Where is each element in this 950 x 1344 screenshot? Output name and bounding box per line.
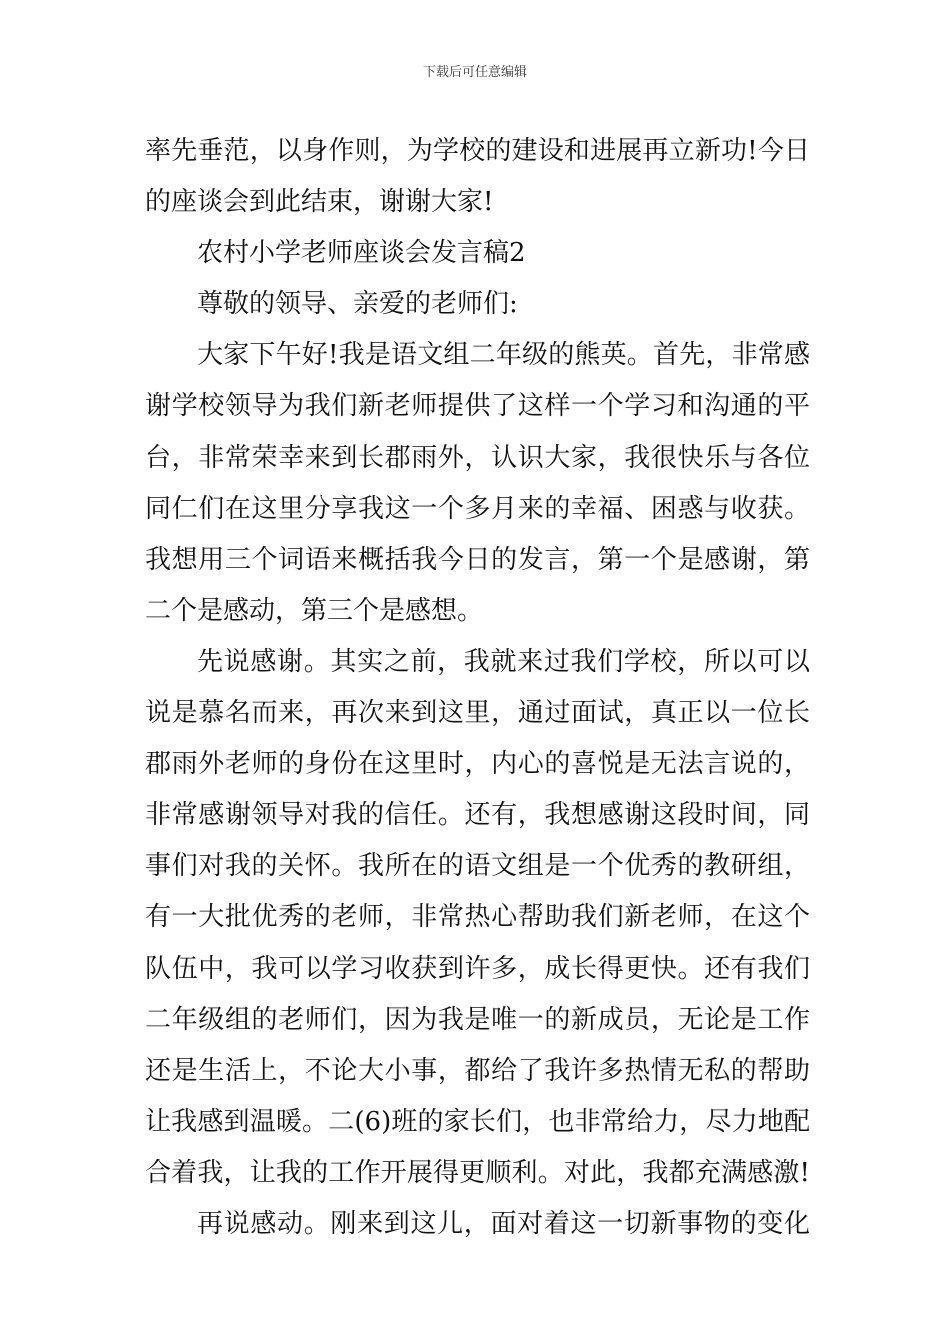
page-header: 下载后可任意编辑 [422, 65, 527, 80]
text-line: 事们对我的关怀。我所在的语文组是一个优秀的教研组， [145, 851, 810, 882]
text-line: 队伍中，我可以学习收获到许多，成长得更快。还有我们 [145, 953, 810, 984]
text-line: 的座谈会到此结束，谢谢大家! [145, 187, 494, 218]
text-line: 郡雨外老师的身份在这里时，内心的喜悦是无法言说的， [145, 749, 810, 780]
text-line: 二年级组的老师们，因为我是唯一的新成员，无论是工作 [145, 1004, 810, 1035]
text-line: 二个是感动，第三个是感想。 [145, 595, 484, 626]
text-line: 我想用三个词语来概括我今日的发言，第一个是感谢，第 [145, 544, 810, 575]
document-body [145, 126, 810, 1250]
text-line: 台，非常荣幸来到长郡雨外，认识大家，我很快乐与各位 [145, 442, 810, 473]
text-line: 合着我，让我的工作开展得更顺利。对此，我都充满感激! [145, 1157, 810, 1188]
text-line: 农村小学老师座谈会发言稿2 [197, 238, 526, 269]
text-line: 先说感谢。其实之前，我就来过我们学校，所以可以 [197, 646, 810, 677]
text-line: 非常感谢领导对我的信任。还有，我想感谢这段时间，同 [145, 800, 810, 831]
text-line: 同仁们在这里分享我这一个多月来的幸福、困惑与收获。 [145, 493, 810, 524]
text-line: 尊敬的领导、亲爱的老师们: [197, 289, 518, 320]
text-line: 让我感到温暖。二(6)班的家长们，也非常给力，尽力地配 [145, 1106, 810, 1137]
text-line: 再说感动。刚来到这儿，面对着这一切新事物的变化 [197, 1208, 810, 1239]
text-line: 率先垂范，以身作则，为学校的建设和进展再立新功!今日 [145, 136, 810, 166]
text-line: 说是慕名而来，再次来到这里，通过面试，真正以一位长 [145, 698, 810, 729]
text-line: 有一大批优秀的老师，非常热心帮助我们新老师，在这个 [145, 902, 810, 933]
text-line: 还是生活上，不论大小事，都给了我许多热情无私的帮助 [145, 1055, 810, 1086]
text-line: 大家下午好!我是语文组二年级的熊英。首先，非常感 [197, 340, 810, 371]
text-line: 谢学校领导为我们新老师提供了这样一个学习和沟通的平 [145, 391, 810, 422]
